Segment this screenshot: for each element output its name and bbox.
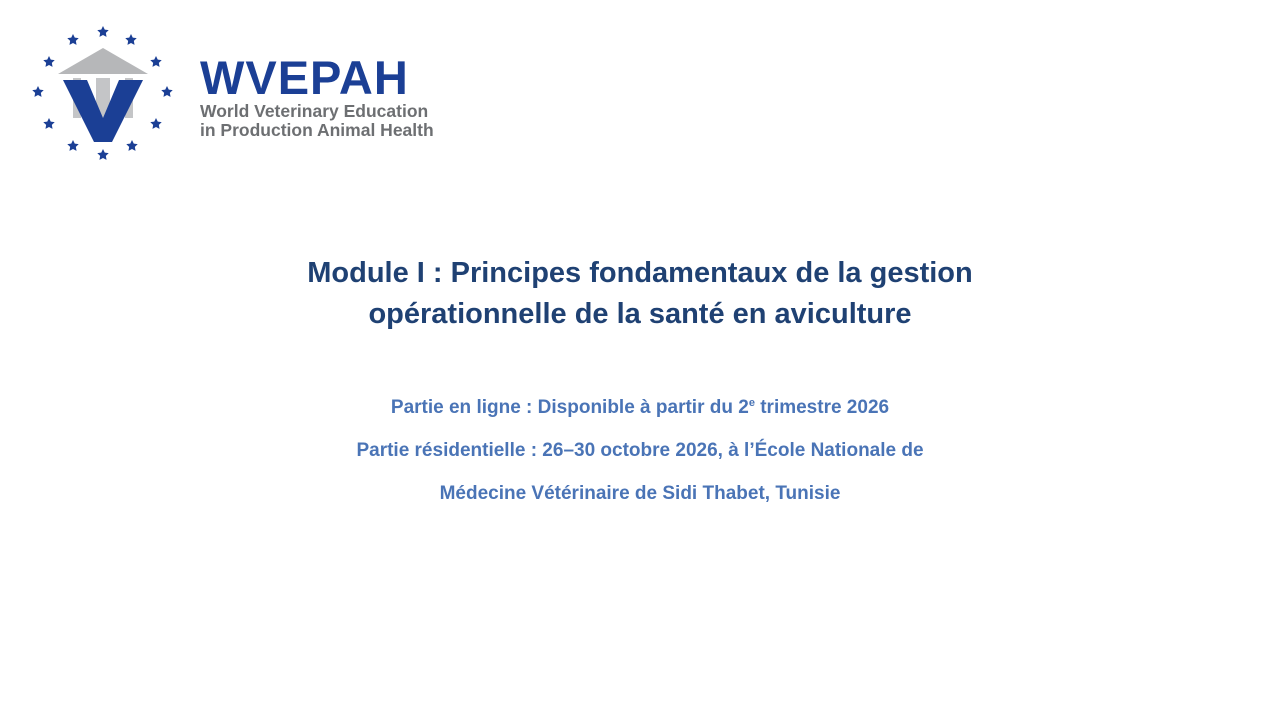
wvepah-logo xyxy=(30,22,454,164)
logo-name: WVEPAH xyxy=(200,51,409,104)
online-part-text: Partie en ligne : Disponible à partir du 2e trimestre 2026 xyxy=(390,397,890,418)
wvepah-emblem-icon xyxy=(30,22,180,164)
roof-shape xyxy=(58,48,148,74)
logo-tagline-line1: World Veterinary Education xyxy=(200,101,429,121)
residential-part-line1: Partie résidentielle : 26–30 octobre 2026, à l’École Nationale de xyxy=(356,440,924,461)
module-title-line2: opérationnelle de la santé en aviculture xyxy=(368,298,912,330)
module-title xyxy=(180,253,1100,335)
residential-part-line2: Médecine Vétérinaire de Sidi Thabet, Tunisie xyxy=(439,483,841,504)
logo-tagline-line2: in Production Animal Health xyxy=(200,120,434,140)
ordinal-superscript: e xyxy=(748,397,755,409)
module-details xyxy=(200,386,1080,515)
module-title-line1: Module I : Principes fondamentaux de la gestion xyxy=(307,257,973,289)
